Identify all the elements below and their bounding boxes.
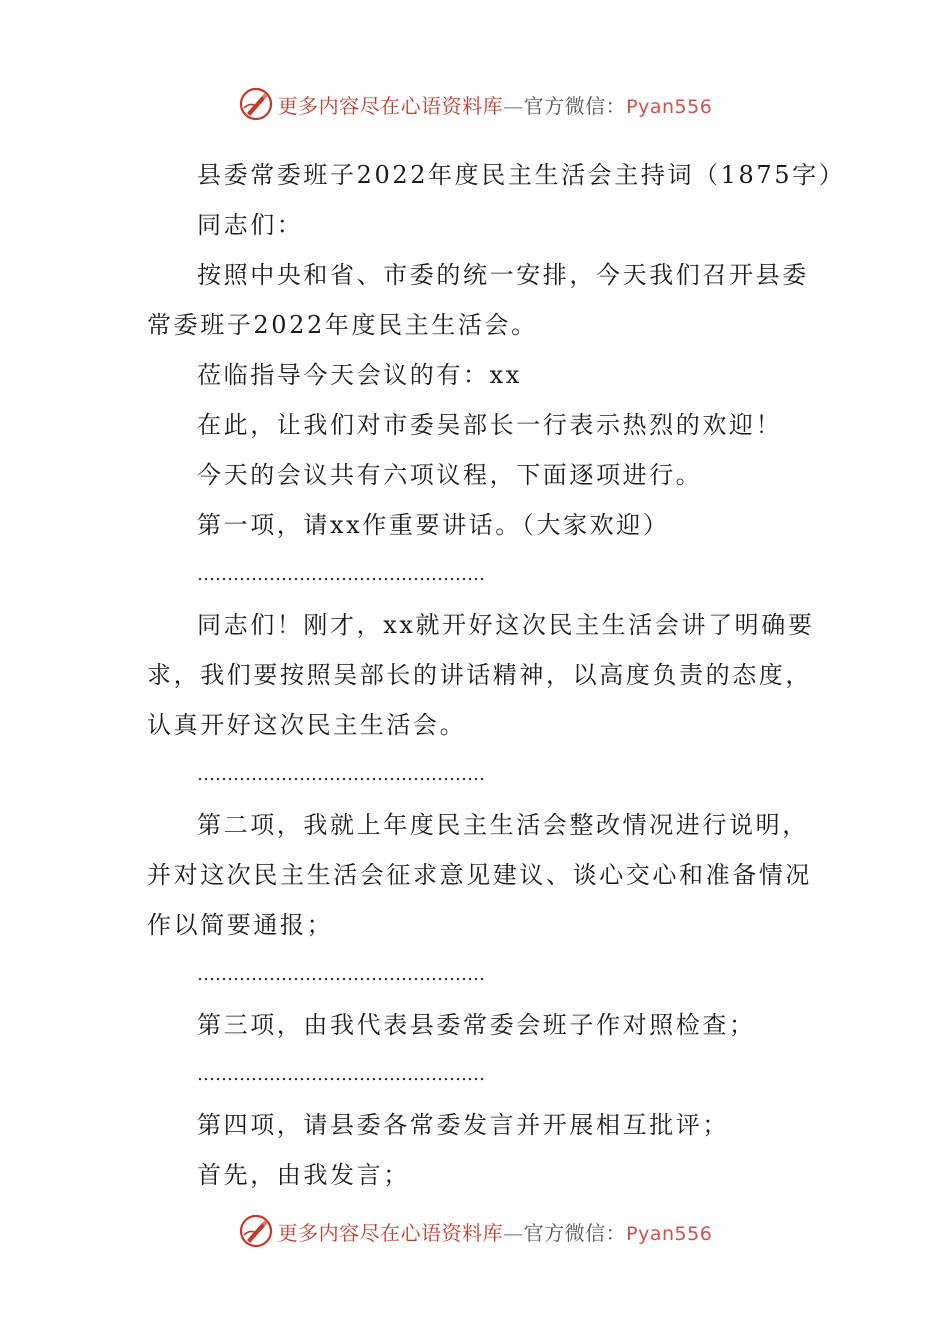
paragraph-10: 首先，由我发言；	[197, 1161, 410, 1189]
paragraph-1-line-2: 常委班子2022年度民主生活会。	[147, 311, 538, 339]
doc-title: 县委常委班子2022年度民主生活会主持词（1875字）	[197, 161, 846, 189]
pen-logo-icon	[238, 1213, 274, 1249]
greeting: 同志们：	[197, 211, 304, 239]
paragraph-1-line-1: 按照中央和省、市委的统一安排，今天我们召开县委	[197, 261, 809, 289]
paragraph-2: 莅临指导今天会议的有：xx	[197, 361, 522, 389]
watermark-text: 更多内容尽在心语资料库—官方微信：Pyan556	[277, 93, 713, 118]
paragraph-6-line-3: 认真开好这次民主生活会。	[147, 711, 467, 739]
agenda-item-2-line-1: 第二项，我就上年度民主生活会整改情况进行说明，	[197, 811, 809, 839]
watermark-banner-bottom	[0, 1211, 950, 1251]
pen-logo-icon	[238, 86, 274, 122]
ellipsis-separator-4: …………………………………………	[197, 1064, 485, 1085]
agenda-item-3: 第三项，由我代表县委常委会班子作对照检查；	[197, 1011, 756, 1039]
agenda-item-2-line-3: 作以简要通报；	[147, 911, 334, 939]
paragraph-6-line-2: 求，我们要按照吴部长的讲话精神，以高度负责的态度，	[147, 661, 812, 689]
watermark-text: 更多内容尽在心语资料库—官方微信：Pyan556	[277, 1220, 713, 1245]
ellipsis-separator-3: …………………………………………	[197, 964, 485, 985]
paragraph-3: 在此，让我们对市委吴部长一行表示热烈的欢迎！	[197, 411, 783, 439]
watermark-banner-top	[0, 84, 950, 124]
wechat-id: Pyan556	[626, 95, 713, 118]
ellipsis-separator-1: …………………………………………	[197, 564, 485, 585]
agenda-item-4: 第四项，请县委各常委发言并开展相互批评；	[197, 1111, 729, 1139]
wechat-id: Pyan556	[626, 1222, 713, 1245]
ellipsis-separator-2: …………………………………………	[197, 764, 485, 785]
paragraph-4: 今天的会议共有六项议程，下面逐项进行。	[197, 461, 703, 489]
agenda-item-1: 第一项，请xx作重要讲话。（大家欢迎）	[197, 511, 670, 539]
document-body	[147, 150, 846, 1200]
paragraph-6-line-1: 同志们！刚才，xx就开好这次民主生活会讲了明确要	[197, 611, 815, 639]
agenda-item-2-line-2: 并对这次民主生活会征求意见建议、谈心交心和准备情况	[147, 861, 812, 889]
